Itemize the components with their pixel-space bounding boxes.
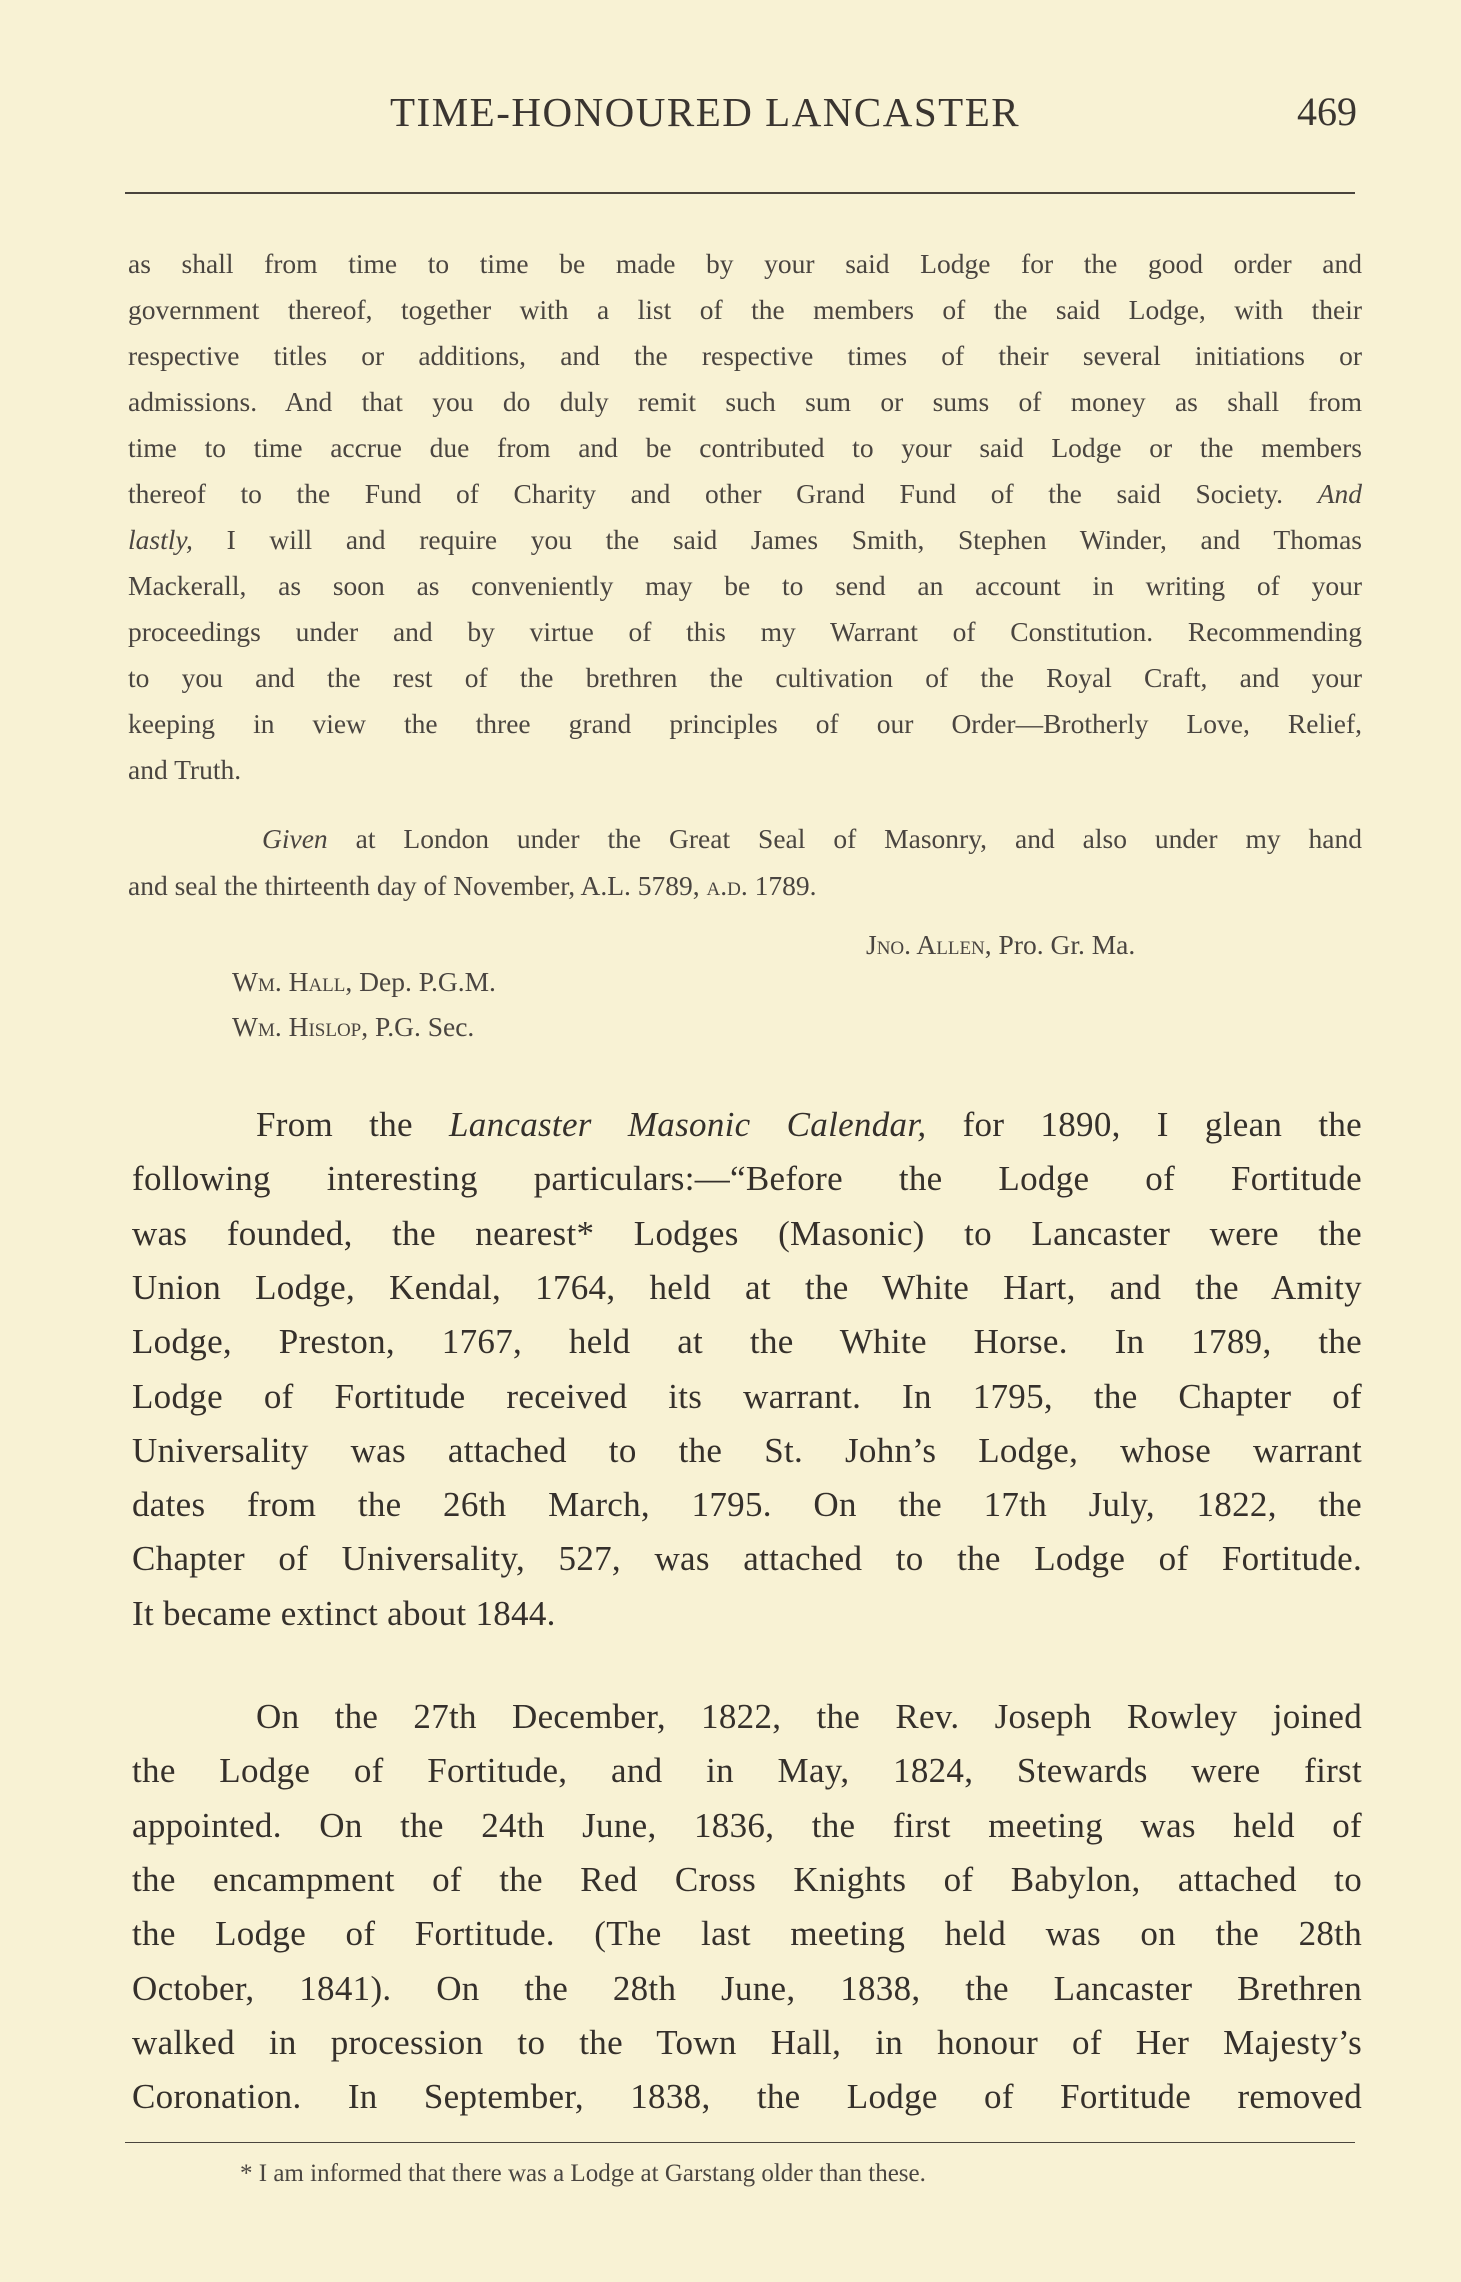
paragraph-line [132, 1431, 1362, 1471]
warrant-text-line [128, 754, 1362, 786]
paragraph-line [256, 1105, 1362, 1145]
paragraph-line [132, 1860, 1362, 1900]
warrant-text-line [128, 386, 1362, 418]
text-segment: and Truth. [128, 754, 242, 785]
text-segment: Lancaster Masonic Calendar, [449, 1105, 927, 1144]
given-text-line [128, 870, 1362, 902]
text-segment: was founded, the nearest* Lodges (Masonic) to Lancaster were the [132, 1213, 1362, 1253]
text-segment: Union Lodge, Kendal, 1764, held at the White Hart, and the Amity [132, 1267, 1362, 1307]
paragraph-line [132, 1594, 1362, 1634]
text-segment: at London under the Great Seal of Masonry, and also under my hand [327, 823, 1362, 854]
header-rule [125, 192, 1355, 194]
text-segment: Given [262, 823, 328, 854]
warrant-text-line [128, 616, 1362, 648]
text-segment: dates from the 26th March, 1795. On the 17th July, 1822, the [132, 1485, 1362, 1525]
warrant-text-line [128, 340, 1362, 372]
paragraph-line [132, 1159, 1362, 1199]
text-segment: , P.G. Sec. [361, 1011, 475, 1042]
text-segment: And [1317, 478, 1362, 509]
text-segment: From the [256, 1105, 449, 1144]
text-segment: Universality was attached to the St. John’s Lodge, whose warrant [132, 1430, 1362, 1470]
paragraph-line [132, 2077, 1362, 2117]
text-segment: Coronation. In September, 1838, the Lodge of Fortitude removed [132, 2077, 1362, 2117]
text-segment: keeping in view the three grand principles of our Order—Brotherly Love, Relief, [128, 708, 1362, 739]
warrant-text-line [128, 570, 1362, 602]
signature-deputy [232, 966, 1461, 998]
page-number: 469 [1297, 89, 1357, 134]
warrant-text-line [128, 478, 1362, 510]
text-segment: Jno. Allen [866, 929, 985, 960]
warrant-text-line [128, 432, 1362, 464]
paragraph-line [132, 1485, 1362, 1525]
text-segment: the encampment of the Red Cross Knights of Babylon, attached to [132, 1859, 1362, 1899]
text-segment: On the 27th December, 1822, the Rev. Joseph Rowley joined [256, 1697, 1362, 1736]
text-segment: government thereof, together with a list of the members of the said Lodge, with their [128, 294, 1362, 325]
paragraph-line [132, 1539, 1362, 1579]
footnote [240, 2160, 1461, 2188]
text-segment: 1789. [747, 870, 817, 901]
text-segment: Lodge of Fortitude received its warrant. In 1795, the Chapter of [132, 1376, 1362, 1416]
text-segment: following interesting particulars:—“Before the Lodge of Fortitude [132, 1159, 1362, 1199]
text-segment: admissions. And that you do duly remit such sum or sums of money as shall from [128, 386, 1362, 417]
running-title: TIME-HONOURED LANCASTER [390, 89, 1021, 135]
paragraph-line [256, 1697, 1362, 1737]
footnote-rule [125, 2142, 1355, 2143]
text-segment: proceedings under and by virtue of this my Warrant of Constitution. Recommending [128, 616, 1362, 647]
text-segment: It became extinct about 1844. [132, 1593, 556, 1633]
paragraph-line [132, 1914, 1362, 1954]
paragraph-line [132, 1969, 1362, 2009]
paragraph-line [132, 1751, 1362, 1791]
text-segment: , Dep. P.G.M. [345, 966, 496, 997]
text-segment: to you and the rest of the brethren the cultivation of the Royal Craft, and your [128, 662, 1362, 693]
text-segment: Mackerall, as soon as conveniently may be to send an account in writing of your [128, 570, 1362, 601]
text-segment: October, 1841). On the 28th June, 1838, the Lancaster Brethren [132, 1968, 1362, 2008]
text-segment: lastly, [128, 524, 193, 555]
text-segment: time to time accrue due from and be contributed to your said Lodge or the members [128, 432, 1362, 463]
text-segment: the Lodge of Fortitude. (The last meeting held was on the 28th [132, 1914, 1362, 1954]
paragraph-line [132, 2023, 1362, 2063]
warrant-text-line [128, 708, 1362, 740]
text-segment: as shall from time to time be made by your said Lodge for the good order and [128, 248, 1362, 279]
text-segment: , Pro. Gr. Ma. [984, 929, 1136, 960]
text-segment: and seal the thirteenth day of November, A.L. 5789, [128, 870, 707, 901]
paragraph-line [132, 1806, 1362, 1846]
text-segment: * I am informed that there was a Lodge at Garstang older than these. [240, 2160, 926, 2187]
given-text-line [262, 823, 1362, 855]
text-segment: walked in procession to the Town Hall, in honour of Her Majesty’s [132, 2022, 1362, 2062]
text-segment: respective titles or additions, and the respective times of their several initiations or [128, 340, 1362, 371]
paragraph-line [132, 1322, 1362, 1362]
text-segment: Wm. Hall [232, 966, 346, 997]
signature-grand-master [866, 929, 1461, 961]
text-segment: thereof to the Fund of Charity and other Grand Fund of the said Society. [128, 478, 1318, 509]
warrant-text-line [128, 524, 1362, 556]
paragraph-line [132, 1214, 1362, 1254]
text-segment: for 1890, I glean the [926, 1105, 1362, 1144]
warrant-text-line [128, 294, 1362, 326]
signature-secretary [232, 1011, 1461, 1043]
text-segment: Chapter of Universality, 527, was attached to the Lodge of Fortitude. [132, 1539, 1362, 1579]
paragraph-line [132, 1268, 1362, 1308]
text-segment: I will and require you the said James Smith, Stephen Winder, and Thomas [192, 524, 1362, 555]
text-segment: Wm. Hislop [232, 1011, 362, 1042]
paragraph-line [132, 1377, 1362, 1417]
text-segment: appointed. On the 24th June, 1836, the first meeting was held of [132, 1805, 1362, 1845]
warrant-text-line [128, 662, 1362, 694]
warrant-text-line [128, 248, 1362, 280]
text-segment: a.d. [706, 870, 748, 901]
text-segment: the Lodge of Fortitude, and in May, 1824, Stewards were first [132, 1751, 1362, 1791]
text-segment: Lodge, Preston, 1767, held at the White Horse. In 1789, the [132, 1322, 1362, 1362]
